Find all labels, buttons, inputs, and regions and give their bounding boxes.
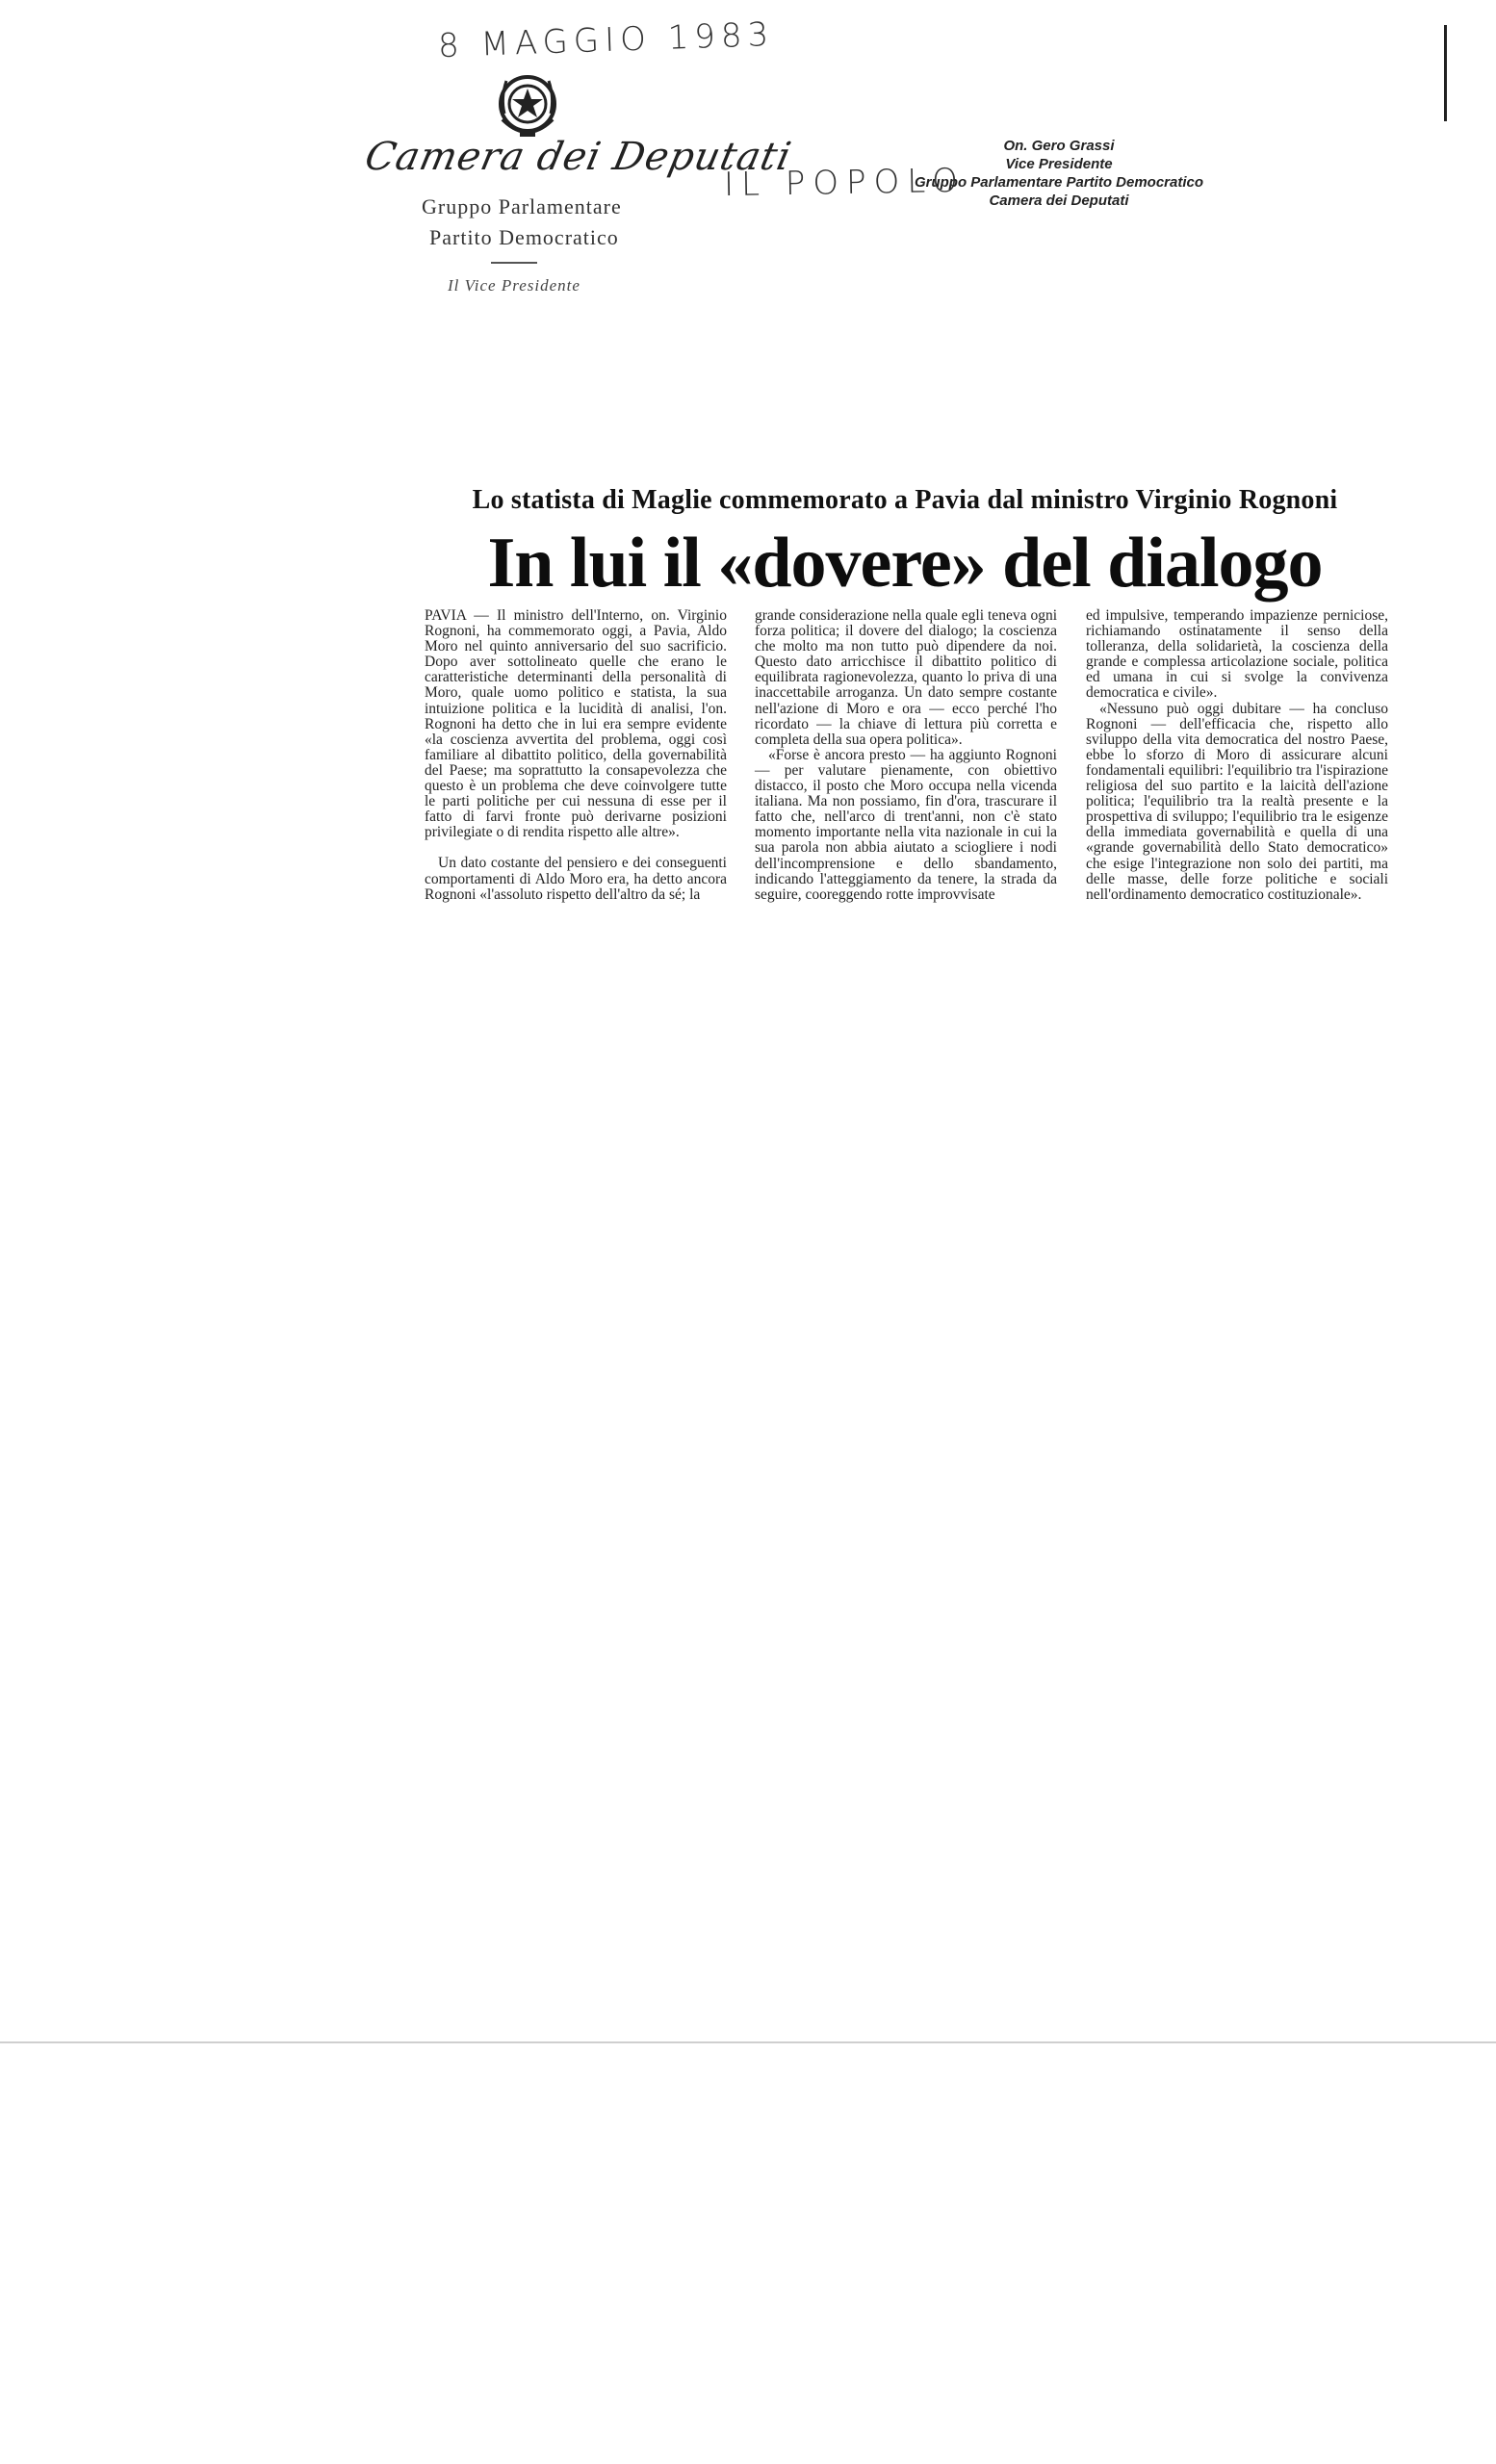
article-paragraph: PAVIA — Il ministro dell'Interno, on. Virginio Rognoni, ha commemorato oggi, a Pavia, Aldo Moro nel quinto anniversario del suo sacrificio. Dopo aver sottolineato quelle che erano le caratteristiche determinanti della personalità di Moro, quale uomo politico e statista, la sua intuizione politica e la lucidità di analisi, l'on. Rognoni ha detto che in lui era sempre evidente «la coscienza avvertita del problema, oggi così familiare al dibattito politico, della governabilità del Paese; ma soprattutto la consapevolezza che questo è un problema che deve coinvolgere tutte le parti politiche per cui nessuna di esse per il fatto di farvi fronte può derivarne posizioni privilegiate o di rendita rispetto alle altre». <box>425 607 727 841</box>
handwritten-date: 8 MAGGIO 1983 <box>437 14 775 66</box>
article-paragraph: grande considerazione nella quale egli teneva ogni forza politica; il dovere del dialogo; la coscienza che molto ma non tutto può dipendere da noi. Questo dato arricchisce il dibattito politico di equilibrata ragionevolezza, quanto lo priva di una inaccettabile arroganza. Un dato sempre costante nell'azione di Moro e ora — ecco perché l'ho ricordato — la chiave di lettura più corretta e completa della sua opera politica». <box>755 607 1057 748</box>
scan-fold-line <box>0 2041 1496 2043</box>
handwritten-newspaper-name: IL POPOLO <box>723 161 967 205</box>
letterhead-group-line2: Partito Democratico <box>429 225 619 249</box>
article-paragraph: «Forse è ancora presto — ha aggiunto Rognoni — per valutare pienamente, con obiettivo distacco, il posto che Moro occupa nella vicenda italiana. Ma non possiamo, fin d'ora, trascurare il fatto che, nell'arco di trent'anni, non c'è stato momento importante nella vita nazionale in cui la sua parola non abbia aiutato a sciogliere i nodi dell'incomprensione e dello sbandamento, indicando l'atteggiamento da tenere, la strada da seguire, cooreggendo rotte improvvisate <box>755 746 1057 903</box>
address-name: On. Gero Grassi <box>1003 138 1115 154</box>
article-kicker: Lo statista di Maglie commemorato a Pavia dal ministro Virginio Rognoni <box>472 485 1338 515</box>
scan-edge-mark <box>1444 25 1447 121</box>
letterhead-chamber: Camera dei Deputati <box>361 135 796 179</box>
article-column-1 <box>425 608 727 903</box>
address-group: Gruppo Parlamentare Partito Democratico <box>914 174 1204 191</box>
article-column-2 <box>755 608 1057 903</box>
article-column-3 <box>1086 608 1388 903</box>
letterhead-group-line1: Gruppo Parlamentare <box>422 194 622 218</box>
address-chamber: Camera dei Deputati <box>989 192 1129 209</box>
address-role: Vice Presidente <box>1005 156 1113 172</box>
letterhead-title: Il Vice Presidente <box>448 276 580 295</box>
cut-off-text-remnant <box>452 329 597 337</box>
article-paragraph: Un dato costante del pensiero e dei conseguenti comportamenti di Aldo Moro era, ha detto ancora Rognoni «l'assoluto rispetto dell'altro da sé; la <box>425 855 727 903</box>
article-paragraph: «Nessuno può oggi dubitare — ha concluso Rognoni — dell'efficacia che, rispetto allo sviluppo della vita democratica del nostro Paese, ebbe lo sforzo di Moro di assicurare alcuni fondamentali equilibri: l'equilibrio tra l'ispirazione religiosa del suo partito e la laicità dell'azione politica; l'equilibrio tra la realtà presente e la prospettiva di sviluppo; l'equilibrio tra le esigenze della immediata governabilità e quella di una «grande governabilità dello Stato democratico» che esige l'integrazione non solo dei partiti, ma delle masse, delle forze politiche e sociali nell'ordinamento democratico costituzionale». <box>1086 700 1388 903</box>
article-paragraph: ed impulsive, temperando impazienze perniciose, richiamando ostinatamente il senso della tolleranza, della solidarietà, la coscienza della grande e complessa articolazione sociale, politica ed umana in cui si svolge la convivenza democratica e civile». <box>1086 607 1388 702</box>
letterhead-divider <box>491 262 537 264</box>
italian-republic-emblem-icon <box>493 69 562 144</box>
article-headline: In lui il «dovere» del dialogo <box>487 524 1323 603</box>
